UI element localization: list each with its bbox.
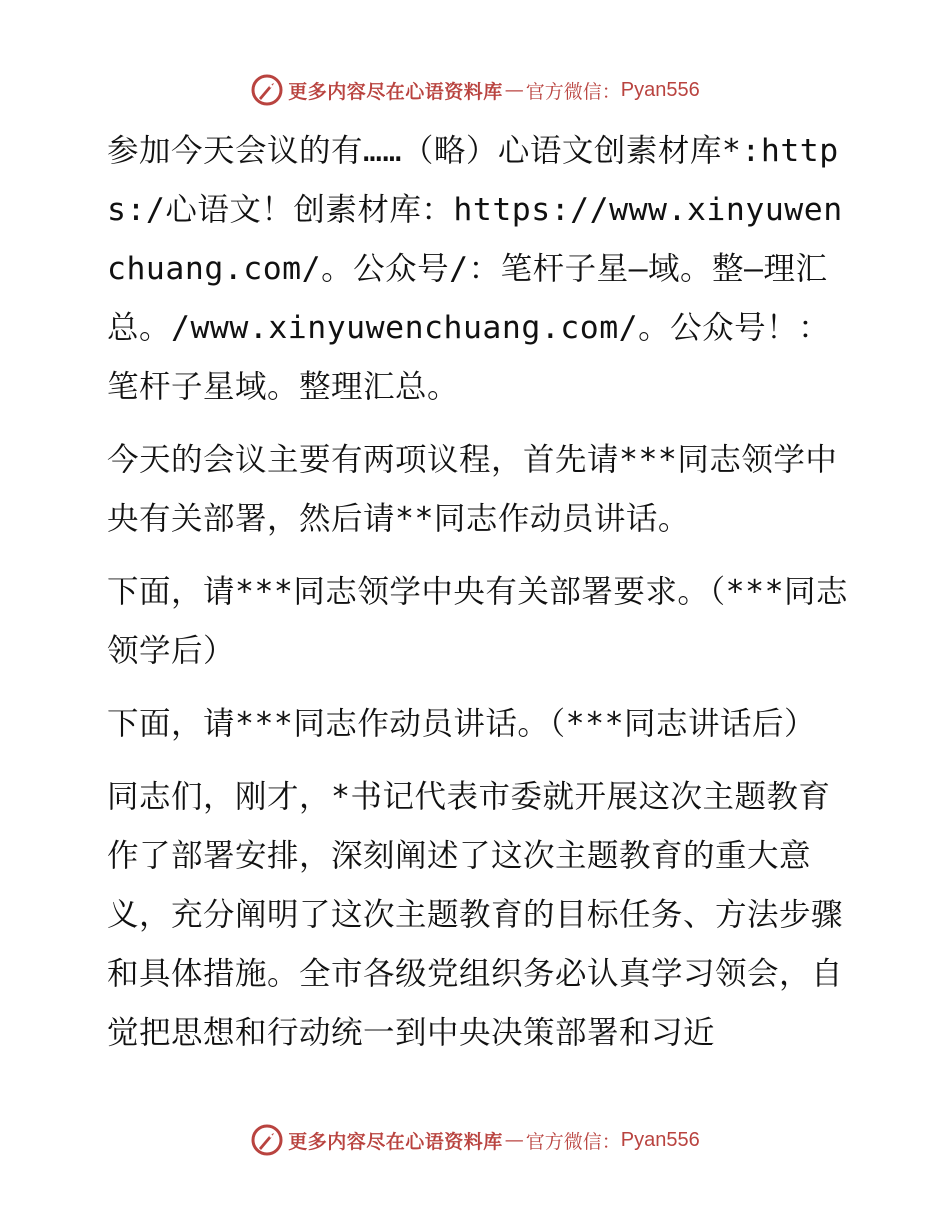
banner-separator: — [504, 1129, 524, 1151]
banner-slogan: 更多内容尽在心语资料库 [288, 1130, 503, 1153]
document-body [97, 122, 852, 1077]
paragraph-agenda: 今天的会议主要有两项议程，首先请***同志领学中央有关部署，然后请**同志作动员讲话。 [107, 442, 838, 537]
paragraph-closing-remarks: 同志们，刚才，*书记代表市委就开展这次主题教育作了部署安排，深刻阐述了这次主题教育的重大意义，充分阐明了这次主题教育的目标任务、方法步骤和具体措施。全市各级党组织务必认真学习领会，自觉把思想和行动统一到中央决策部署和习近 [107, 779, 844, 1051]
banner-wechat-label: 官方微信： [525, 80, 621, 103]
pen-nib-logo-icon [250, 1123, 284, 1157]
footer-banner [0, 1120, 950, 1160]
banner-separator: — [504, 79, 524, 101]
pen-nib-logo-icon [250, 73, 284, 107]
paragraph-speech-request: 下面，请***同志作动员讲话。（***同志讲话后） [107, 706, 817, 742]
paragraph-study-request: 下面，请***同志领学中央有关部署要求。（***同志领学后） [107, 574, 849, 669]
banner-wechat-id: Pyan556 [620, 78, 700, 101]
header-banner [0, 70, 950, 110]
paragraph-attendees: 参加今天会议的有……（略）心语文创素材库*:https:/心语文！创素材库：https://www.xinyuwenchuang.com/。公众号/：笔杆子星—域。整—理汇总。/www.xinyuwenchuang.com/。公众号！：笔杆子星域。整理汇总。 [107, 133, 843, 405]
banner-wechat-id: Pyan556 [620, 1128, 700, 1151]
banner-wechat-label: 官方微信： [525, 1130, 621, 1153]
banner-slogan: 更多内容尽在心语资料库 [288, 80, 503, 103]
